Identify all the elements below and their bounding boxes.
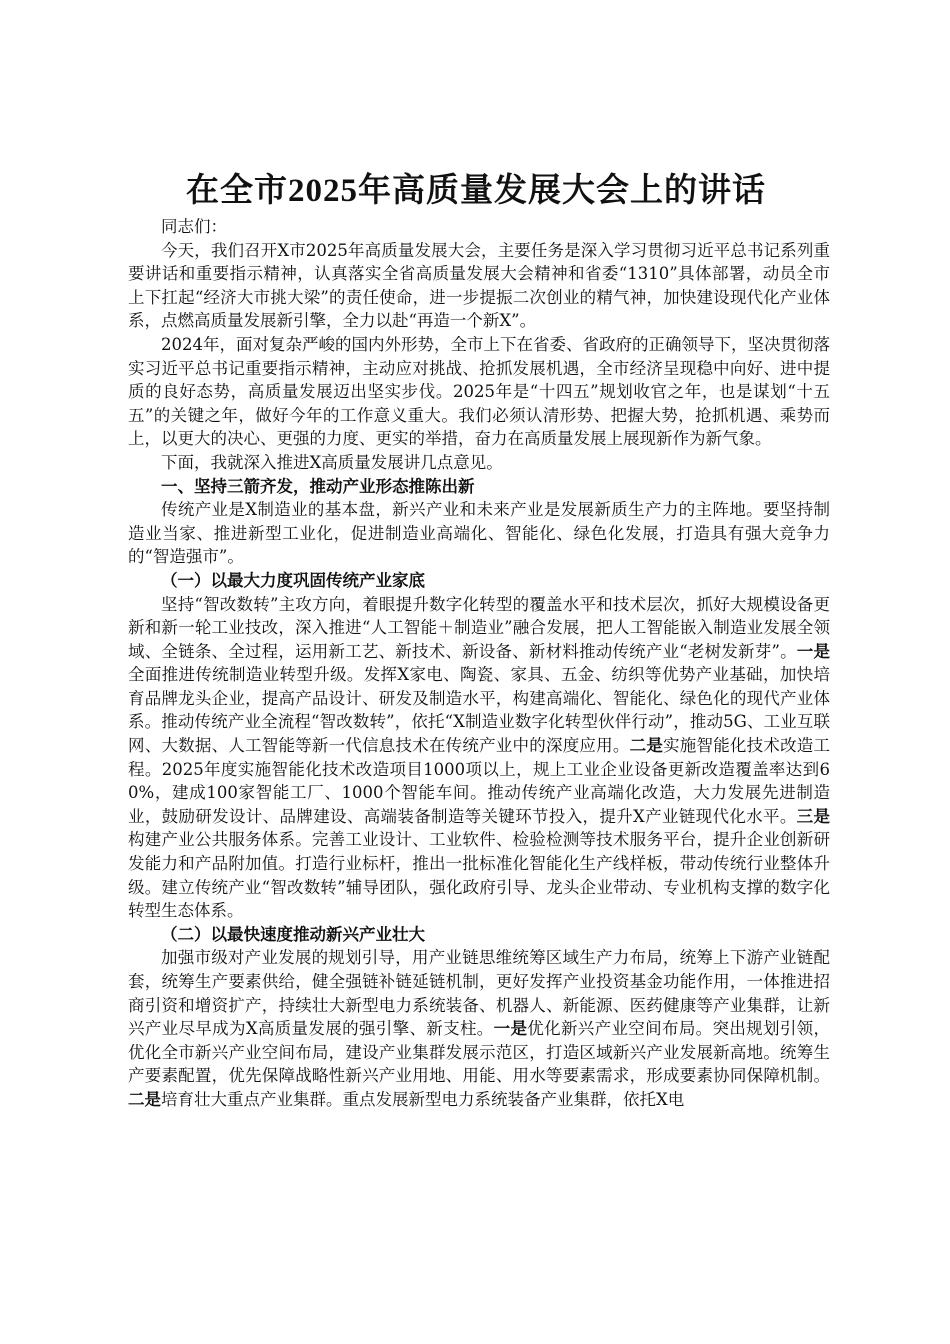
subsection-1-keyword-2: 二是: [629, 736, 664, 756]
subsection-1-text-c: 实施智能化技术改造工程。2025年度实施智能化技术改造项目1000项以上，规上工业企业设备更新改造覆盖率达到60%，建成100家智能工厂、1000个智能车间。推动传统产业高端化改造，大力发展先进制造业，鼓励研发设计、品牌建设、高端装备制造等关键环节投入，提升X产业链现代化水平。: [128, 736, 831, 826]
intro-paragraph-3: 下面，我就深入推进X高质量发展讲几点意见。: [161, 452, 503, 472]
section-1-paragraph: 传统产业是X制造业的基本盘，新兴产业和未来产业是发展新质生产力的主阵地。要坚持制造业当家、推进新型工业化，促进制造业高端化、智能化、绿色化发展，打造具有强大竞争力的“智造强市”。: [128, 500, 830, 567]
subsection-1-text-b: 全面推进传统制造业转型升级。发挥X家电、陶瓷、家具、五金、纺织等优势产业基础，加快培育品牌龙头企业，提高产品设计、研发及制造水平，构建高端化、智能化、绿色化的现代产业体系。推动传统产业全流程“智改数转”，依托“X制造业数字化转型伙伴行动”，推动5G、工业互联网、大数据、人工智能等新一代信息技术在传统产业中的深度应用。: [128, 665, 830, 756]
subsection-2-keyword-2: 二是: [128, 1089, 161, 1109]
section-1-heading: 一、坚持三箭齐发，推动产业形态推陈出新: [161, 476, 475, 496]
subsection-1-keyword-1: 一是: [796, 641, 831, 661]
subsection-2-text-b: 优化新兴产业空间布局。突出规划引领，优化全市新兴产业空间布局，建设产业集群发展示范区，打造区域新兴产业发展新高地。统筹生产要素配置，优先保障战略性新兴产业用地、用能、用水等要素需求，形成要素协同保障机制。: [128, 1019, 830, 1086]
title-suffix: 年高质量发展大会上的讲话: [358, 170, 766, 209]
subsection-2-heading: （二）以最快速度推动新兴产业壮大: [161, 924, 425, 944]
subsection-2-keyword-1: 一是: [493, 1019, 528, 1039]
title-prefix: 在全市: [186, 170, 288, 209]
subsection-1-keyword-3: 三是: [796, 806, 831, 826]
document-page: [128, 168, 830, 1112]
intro-paragraph-1: 今天，我们召开X市2025年高质量发展大会，主要任务是深入学习贯彻习近平总书记系列重要讲话和重要指示精神，认真落实全省高质量发展大会精神和省委“1310”具体部署，动员全市上下扛起“经济大市挑大梁”的责任使命，进一步提振二次创业的精气神，加快建设现代化产业体系，点燃高质量发展新引擎，全力以赴“再造一个新X”。: [128, 240, 830, 331]
subsection-1-text-d: 构建产业公共服务体系。完善工业设计、工业软件、检验检测等技术服务平台，提升企业创新研发能力和产品附加值。打造行业标杆，推出一批标准化智能化生产线样板，带动传统行业整体升级。建立传统产业“智改数转”辅导团队，强化政府引导、龙头企业带动、专业机构支撑的数字化转型生态体系。: [128, 830, 830, 921]
subsection-2-text-c: 培育壮大重点产业集群。重点发展新型电力系统装备产业集群，依托X电: [161, 1089, 685, 1109]
title-year: 2025: [288, 173, 358, 209]
intro-paragraph-2: 2024年，面对复杂严峻的国内外形势，全市上下在省委、省政府的正确领导下，坚决贯彻落实习近平总书记重要指示精神，主动应对挑战、抢抓发展机遇，全市经济呈现稳中向好、进中提质的良好态势，高质量发展迈出坚实步伐。2025年是“十四五”规划收官之年，也是谋划“十五五”的关键之年，做好今年的工作意义重大。我们必须认清形势、把握大势，抢抓机遇、乘势而上，以更大的决心、更强的力度、更实的举措，奋力在高质量发展上展现新作为新气象。: [128, 334, 830, 449]
document-title: [122, 168, 830, 213]
subsection-2-text-a: 加强市级对产业发展的规划引导，用产业链思维统筹区域生产力布局，统筹上下游产业链配套，统筹生产要素供给，健全强链补链延链机制，更好发挥产业投资基金功能作用，一体推进招商引资和增资扩产，持续壮大新型电力系统装备、机器人、新能源、医药健康等产业集群，让新兴产业尽早成为X高质量发展的强引擎、新支柱。: [128, 948, 830, 1039]
subsection-1-text-a: 坚持“智改数转”主攻方向，着眼提升数字化转型的覆盖水平和技术层次，抓好大规模设备更新和新一轮工业技改，深入推进“人工智能＋制造业”融合发展，把人工智能嵌入制造业发展全领域、全链条、全过程，运用新工艺、新技术、新设备、新材料推动传统产业“老树发新芽”。: [128, 594, 830, 661]
subsection-1-paragraph: [128, 593, 830, 923]
subsection-1-heading: （一）以最大力度巩固传统产业家底: [161, 570, 425, 590]
subsection-2-paragraph: [128, 946, 830, 1111]
salutation: 同志们：: [161, 217, 227, 236]
